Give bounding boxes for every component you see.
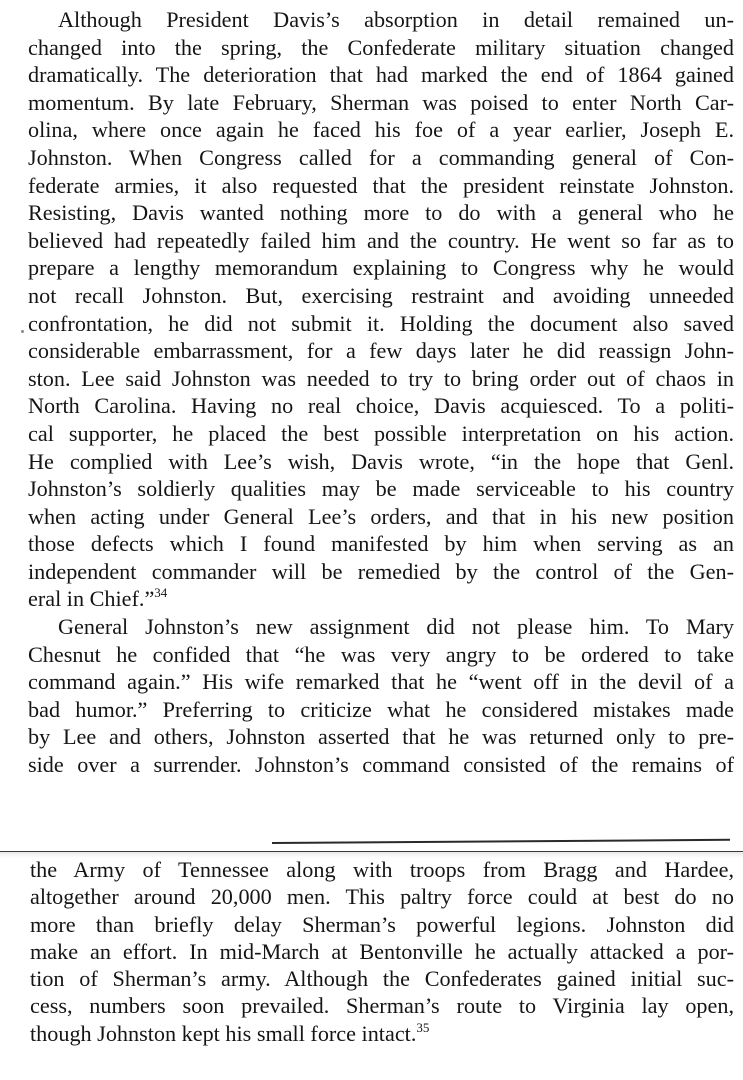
text-line: more than briefly delay Sherman’s powerful legions. Johnston did <box>30 911 734 937</box>
text-line <box>28 585 734 613</box>
text-line: Resisting, Davis wanted nothing more to do with a general who he <box>28 200 734 226</box>
footnote-marker: 35 <box>416 1019 430 1035</box>
text-line: Johnston. When Congress called for a commanding general of Con- <box>28 144 734 170</box>
text-line: by Lee and others, Johnston asserted that he was returned only to pre- <box>28 724 734 750</box>
text-line: when acting under General Lee’s orders, and that in his new position <box>28 503 734 529</box>
scan-speck <box>21 330 24 333</box>
text-line: tion of Sherman’s army. Although the Confederates gained initial suc- <box>30 966 734 992</box>
text-line: federate armies, it also requested that the president reinstate Johnston. <box>28 172 734 198</box>
text-line: ston. Lee said Johnston was needed to try to bring order out of chaos in <box>28 365 734 391</box>
text-line: dramatically. The deterioration that had marked the end of 1864 gained <box>28 62 734 88</box>
paragraph-davis-military-situation <box>28 6 734 613</box>
text-line: changed into the spring, the Confederate military situation changed <box>28 34 734 60</box>
text-line: Johnston’s soldierly qualities may be made serviceable to his country <box>28 476 734 502</box>
text-line: Chesnut he confided that “he was very angry to be ordered to take <box>28 641 734 667</box>
text-line: bad humor.” Preferring to criticize what he considered mistakes made <box>28 696 734 722</box>
paragraph-johnston-assignment <box>28 613 734 779</box>
text-line: cess, numbers soon prevailed. Sherman’s route to Virginia lay open, <box>30 993 734 1019</box>
text-line: North Carolina. Having no real choice, Davis acquiesced. To a politi- <box>28 393 734 419</box>
text-line: those defects which I found manifested by him when serving as an <box>28 531 734 557</box>
bottom-text-block <box>30 856 734 1047</box>
text-line: prepare a lengthy memorandum explaining to Congress why he would <box>28 255 734 281</box>
text-line: Although President Davis’s absorption in detail remained un- <box>58 7 734 32</box>
text-line: make an effort. In mid-March at Bentonville he actually attacked a por- <box>30 938 734 964</box>
text-line-content: though Johnston kept his small force intact. <box>30 1020 417 1046</box>
text-line: considerable embarrassment, for a few days later he did reassign John- <box>28 338 734 364</box>
pen-underline-mark <box>272 839 730 844</box>
text-line: momentum. By late February, Sherman was poised to enter North Car- <box>28 89 734 115</box>
text-line: the Army of Tennessee along with troops from Bragg and Hardee, <box>30 857 734 882</box>
footnote-marker: 34 <box>154 585 168 601</box>
text-line: independent commander will be remedied by the control of the Gen- <box>28 558 734 584</box>
text-line: General Johnston’s new assignment did not please him. To Mary <box>58 614 734 640</box>
text-line: He complied with Lee’s wish, Davis wrote, “in the hope that Genl. <box>28 448 734 474</box>
text-line <box>30 1020 734 1047</box>
text-line-content: eral in Chief.” <box>28 586 155 612</box>
text-line: command again.” His wife remarked that he “went off in the devil of a <box>28 669 734 695</box>
text-line: altogether around 20,000 men. This paltry force could at best do no <box>30 884 734 910</box>
text-line: cal supporter, he placed the best possible interpretation on his action. <box>28 420 734 446</box>
text-line: believed had repeatedly failed him and the country. He went so far as to <box>28 227 734 253</box>
text-line: confrontation, he did not submit it. Holding the document also saved <box>28 310 734 336</box>
top-text-block <box>28 6 734 779</box>
text-line: not recall Johnston. But, exercising restraint and avoiding unneeded <box>28 282 734 308</box>
text-line: side over a surrender. Johnston’s command consisted of the remains of <box>28 752 734 778</box>
paragraph-army-of-tennessee <box>30 856 734 1047</box>
text-line: olina, where once again he faced his foe of a year earlier, Joseph E. <box>28 117 734 143</box>
